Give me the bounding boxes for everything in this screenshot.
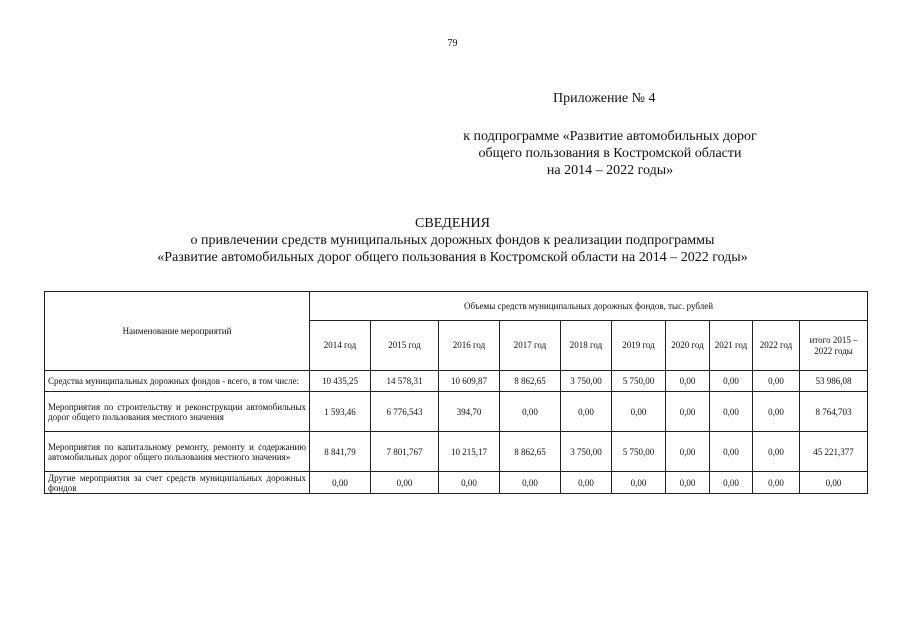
year-header: 2019 год [612, 321, 666, 371]
cell-value: 1 593,46 [310, 392, 371, 432]
cell-value: 5 750,00 [612, 371, 666, 392]
table-row [45, 392, 868, 432]
cell-value: 0,00 [561, 392, 612, 432]
funds-table [44, 291, 868, 494]
year-header: 2016 год [439, 321, 500, 371]
year-header: 2022 год [753, 321, 800, 371]
cell-value: 8 841,79 [310, 432, 371, 472]
cell-value: 0,00 [710, 392, 753, 432]
total-header: итого 2015 – 2022 годы [800, 321, 868, 371]
cell-value: 53 986,08 [800, 371, 868, 392]
subprogram-line: к подпрограмме «Развитие автомобильных дорог [463, 129, 757, 144]
cell-value: 0,00 [500, 392, 561, 432]
cell-value: 8 764,703 [800, 392, 868, 432]
table-row [45, 432, 868, 472]
cell-value: 0,00 [710, 472, 753, 494]
title-line: о привлечении средств муниципальных дорожных фондов к реализации подпрограммы [190, 233, 715, 248]
cell-value: 0,00 [710, 432, 753, 472]
cell-value: 6 776,543 [371, 392, 439, 432]
cell-value: 0,00 [310, 472, 371, 494]
subprogram-line: общего пользования в Костромской области [478, 146, 742, 161]
appendix-label: Приложение № 4 [553, 91, 656, 106]
row-name: Средства муниципальных дорожных фондов - всего, в том числе: [45, 371, 310, 392]
year-header: 2015 год [371, 321, 439, 371]
year-header: 2014 год [310, 321, 371, 371]
cell-value: 0,00 [753, 432, 800, 472]
cell-value: 0,00 [612, 472, 666, 494]
year-header: 2017 год [500, 321, 561, 371]
cell-value: 0,00 [612, 392, 666, 432]
cell-value: 8 862,65 [500, 432, 561, 472]
cell-value: 0,00 [666, 432, 710, 472]
row-name: Мероприятия по капитальному ремонту, ремонту и содержанию автомобильных дорог общего пользования местного значения» [45, 432, 310, 472]
cell-value: 0,00 [753, 371, 800, 392]
year-header: 2021 год [710, 321, 753, 371]
page-number: 79 [447, 38, 458, 49]
cell-value: 5 750,00 [612, 432, 666, 472]
row-name: Мероприятия по строительству и реконструкции автомобильных дорог общего пользования местного значения [45, 392, 310, 432]
name-column-header: Наименование мероприятий [45, 292, 310, 371]
cell-value: 0,00 [561, 472, 612, 494]
cell-value: 0,00 [666, 472, 710, 494]
title-line: «Развитие автомобильных дорог общего пользования в Костромской области на 2014 – 2022 годы» [157, 250, 748, 265]
subprogram-line: на 2014 – 2022 годы» [546, 163, 674, 178]
cell-value: 0,00 [710, 371, 753, 392]
cell-value: 0,00 [439, 472, 500, 494]
cell-value: 45 221,377 [800, 432, 868, 472]
row-name: Другие мероприятия за счет средств муниципальных дорожных фондов [45, 472, 310, 494]
table-row [45, 371, 868, 392]
cell-value: 10 215,17 [439, 432, 500, 472]
cell-value: 0,00 [753, 392, 800, 432]
cell-value: 10 609,87 [439, 371, 500, 392]
cell-value: 10 435,25 [310, 371, 371, 392]
table-header-row [45, 292, 868, 321]
year-header: 2018 год [561, 321, 612, 371]
title-heading: СВЕДЕНИЯ [415, 216, 490, 231]
cell-value: 14 578,31 [371, 371, 439, 392]
cell-value: 7 801,767 [371, 432, 439, 472]
document-title [0, 215, 905, 266]
cell-value: 0,00 [753, 472, 800, 494]
cell-value: 3 750,00 [561, 371, 612, 392]
cell-value: 394,70 [439, 392, 500, 432]
subprogram-reference [440, 128, 780, 179]
cell-value: 0,00 [800, 472, 868, 494]
cell-value: 0,00 [666, 392, 710, 432]
cell-value: 0,00 [666, 371, 710, 392]
cell-value: 0,00 [371, 472, 439, 494]
cell-value: 3 750,00 [561, 432, 612, 472]
cell-value: 8 862,65 [500, 371, 561, 392]
table-row [45, 472, 868, 494]
volume-header: Объемы средств муниципальных дорожных фондов, тыс. рублей [310, 292, 868, 321]
year-header: 2020 год [666, 321, 710, 371]
cell-value: 0,00 [500, 472, 561, 494]
